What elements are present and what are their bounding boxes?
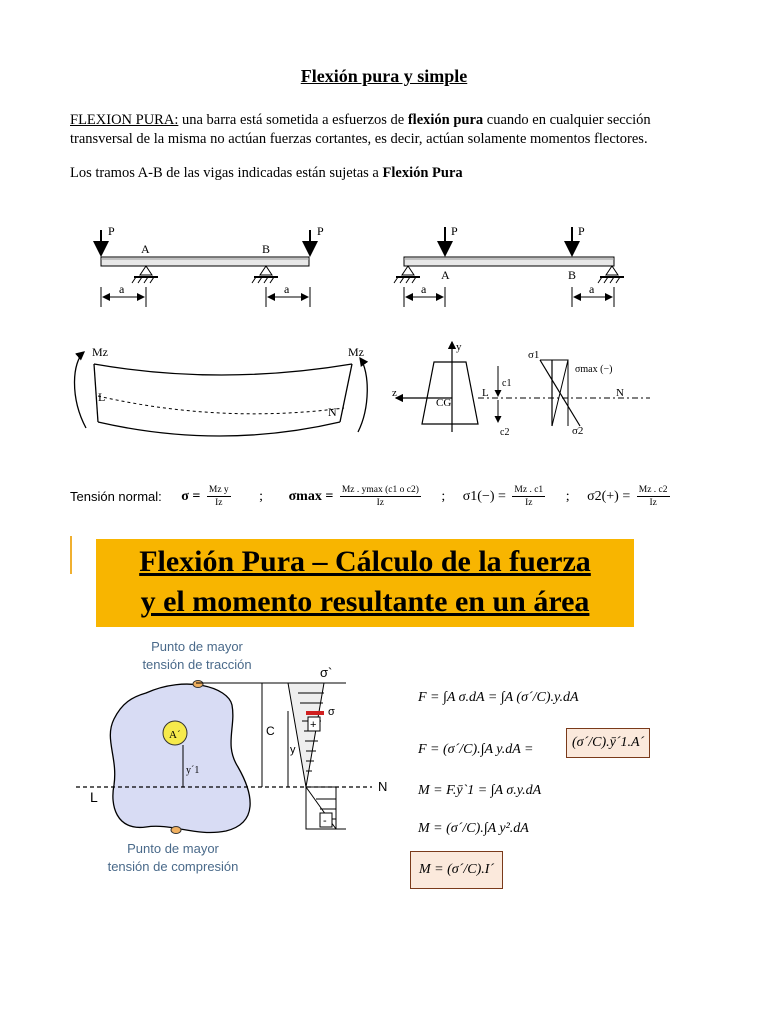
support-label: A <box>141 242 150 256</box>
load-label: P <box>317 224 324 238</box>
formula-2-left: σmax = <box>288 488 334 504</box>
note-text: Los tramos A-B de las vigas indicadas están sujetas a <box>70 165 383 181</box>
cg-label: CG <box>436 397 452 409</box>
dimension-label: a <box>284 282 290 296</box>
load-label: P <box>108 224 115 238</box>
banner-line-1: Flexión Pura – Cálculo de la fuerza <box>139 545 591 578</box>
formula-label: Tensión normal: <box>70 489 162 504</box>
cross-section-area <box>110 684 250 832</box>
n-label: N <box>378 779 388 794</box>
sigma-max-label: σmax (−) <box>575 364 613 375</box>
dimension-label: a <box>421 282 427 296</box>
equation-3: M = F.ȳ`1 = ∫A σ.y.dA <box>418 783 542 798</box>
equation-2: F = (σ´/C).∫A y.dA = <box>418 742 534 757</box>
neutral-label: N <box>616 387 624 399</box>
separator: ; <box>565 488 570 504</box>
sigma-label: σ2 <box>572 425 584 437</box>
area-stress-diagram <box>76 635 396 880</box>
load-label: P <box>578 224 585 238</box>
sigma-top-label: σ` <box>320 665 333 680</box>
bottom-point <box>171 827 181 834</box>
cross-section <box>392 341 650 438</box>
formula-3-den: Iz <box>525 498 533 508</box>
c-label: C <box>266 724 275 738</box>
support-label: B <box>568 268 577 282</box>
banner-marker <box>70 536 72 574</box>
top-point <box>193 681 203 688</box>
load-label: P <box>451 224 458 238</box>
dimension-label: a <box>119 282 125 296</box>
separator: ; <box>259 488 264 504</box>
support-label: A <box>441 268 450 282</box>
top-label-1: Punto de mayor <box>151 639 243 654</box>
formula-4-num: Mz . c2 <box>638 485 668 495</box>
neutral-label: L <box>482 387 489 399</box>
formula-4 <box>587 484 672 509</box>
formula-1 <box>181 484 233 509</box>
definition-bold: flexión pura <box>407 112 484 128</box>
c1-label: c1 <box>502 378 512 389</box>
note-paragraph <box>70 165 463 182</box>
bottom-label-1: Punto de mayor <box>127 841 219 856</box>
definition-term: FLEXION PURA: <box>70 112 179 128</box>
definition-text-a: una barra está sometida a esfuerzos de <box>178 112 408 128</box>
formula-4-left: σ2(+) = <box>587 488 631 504</box>
equation-1: F = ∫A σ.dA = ∫A (σ´/C).y.dA <box>418 690 579 705</box>
plus-sign: + <box>310 719 317 731</box>
formula-3-num: Mz . c1 <box>514 485 544 495</box>
bending-diagrams <box>70 338 670 446</box>
bottom-label-2: tensión de compresión <box>107 859 239 874</box>
y-dim-label: y <box>290 744 296 756</box>
equation-5-box: M = (σ´/C).I´ <box>410 851 503 889</box>
formula-1-left: σ = <box>181 488 201 504</box>
section-banner <box>96 539 634 627</box>
definition-paragraph <box>70 111 710 149</box>
left-beam <box>101 224 324 307</box>
formula-1-den: Iz <box>215 498 223 508</box>
formula-2-den: Iz <box>376 498 385 508</box>
formula-line <box>70 484 760 520</box>
stress-strip <box>306 711 324 715</box>
formula-3 <box>463 484 548 509</box>
axis-label: y <box>456 341 462 353</box>
page-title: Flexión pura y simple <box>300 66 468 86</box>
note-bold: Flexión Pura <box>382 165 463 181</box>
area-label: A´ <box>169 729 181 741</box>
moment-label: Mz <box>92 345 108 359</box>
formula-3-left: σ1(−) = <box>462 488 506 504</box>
l-label: L <box>90 789 98 805</box>
equation-4: M = (σ´/C).∫A y².dA <box>418 821 529 836</box>
formula-1-num: Mz y <box>208 485 229 495</box>
neutral-label: N <box>328 405 337 419</box>
sigma-label: σ1 <box>528 349 540 361</box>
axis-label: z <box>392 387 397 399</box>
bent-beam <box>75 345 368 436</box>
top-label-2: tensión de tracción <box>142 657 252 672</box>
formula-4-den: Iz <box>649 498 657 508</box>
formula-2 <box>289 484 424 509</box>
equation-2-box: (σ´/C).ȳ´1.A´ <box>566 728 650 758</box>
moment-label: Mz <box>348 345 364 359</box>
banner-line-2: y el momento resultante en un área <box>140 585 590 618</box>
sigma-label: σ <box>328 706 335 718</box>
minus-sign: - <box>323 815 327 827</box>
moment-arrow <box>358 358 367 432</box>
formula-2-num: Mz . ymax (c1 o c2) <box>341 485 419 495</box>
y1-label: y´1 <box>186 765 200 776</box>
neutral-label: L <box>98 390 106 404</box>
definition-text-b: cuando en cualquier sección transversal de la misma no actúan fuerzas cortantes, es decir, actúan solamente momentos flectores. <box>70 112 651 147</box>
c2-label: c2 <box>500 427 510 438</box>
moment-arrow <box>75 352 87 428</box>
right-beam <box>394 224 624 307</box>
separator: ; <box>441 488 446 504</box>
support-label: B <box>262 242 271 256</box>
beam-diagrams <box>90 215 650 315</box>
dimension-label: a <box>589 282 595 296</box>
